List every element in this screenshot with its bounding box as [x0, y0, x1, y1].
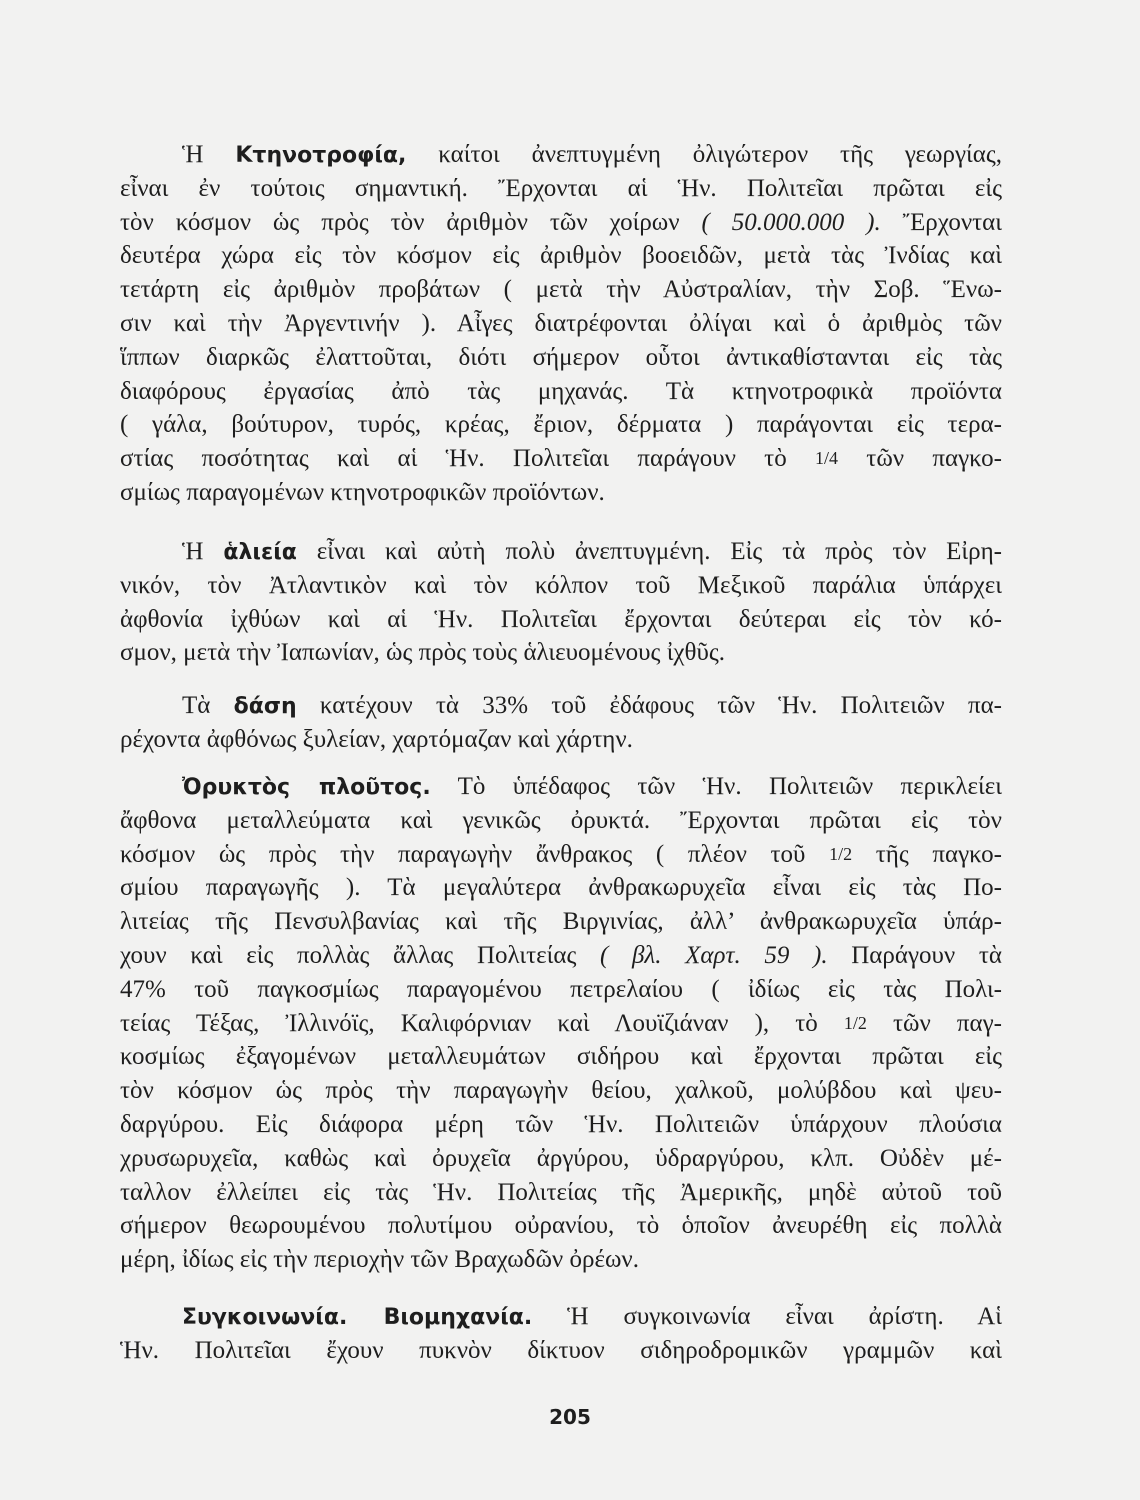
text-segment: κόσμον ὡς πρὸς τὴν παραγωγὴν ἄνθρακος ( πλέον τοῦ	[120, 840, 830, 868]
text-line	[120, 341, 1002, 375]
italic-text: ( βλ. Χαρτ. 59 ).	[600, 941, 828, 969]
text-segment: χουν καὶ εἰς πολλὰς ἄλλας Πολιτείας	[120, 941, 600, 969]
text-line	[120, 1300, 1002, 1334]
text-line	[120, 1176, 1002, 1210]
fraction: 1/2	[829, 843, 853, 864]
text-line	[120, 476, 1002, 510]
paragraph-livestock	[120, 138, 1002, 510]
paragraph-transport-industry	[120, 1300, 1002, 1368]
text-segment: τετάρτη εἰς ἀριθμὸν προβάτων ( μετὰ τὴν Αὐστραλίαν, τὴν Σοβ. Ἕνω-	[120, 276, 1002, 304]
text-segment: τῶν παγ-	[866, 1009, 1002, 1037]
bold-heading: δάση	[233, 694, 297, 719]
text-segment: Τὸ ὑπέδαφος τῶν Ἡν. Πολιτειῶν περικλείει	[430, 773, 1002, 800]
text-segment: λιτείας τῆς Πενσυλβανίας καὶ τῆς Βιργινίας, ἀλλ’ ἀνθρακωρυχεῖα ὑπάρ-	[120, 908, 1002, 936]
text-line	[120, 1074, 1002, 1108]
text-segment: νικόν, τὸν Ἀτλαντικὸν καὶ τὸν κόλπον τοῦ Μεξικοῦ παράλια ὑπάρχει	[120, 571, 1002, 599]
text-segment: ἵππων διαρκῶς ἐλαττοῦται, διότι σήμερον οὗτοι ἀντικαθίστανται εἰς τὰς	[120, 343, 1002, 371]
text-segment: καίτοι ἀνεπτυγμένη ὀλιγώτερον τῆς γεωργίας,	[406, 141, 1002, 168]
bold-heading: Κτηνοτροφία,	[235, 143, 407, 168]
text-segment: σμον, μετὰ τὴν Ἰαπωνίαν, ὡς πρὸς τοὺς ἁλιευομένους ἰχθῦς.	[120, 639, 726, 667]
fraction: 1/2	[843, 1012, 867, 1033]
text-line	[120, 1243, 1002, 1277]
text-segment: Ἔρχονται	[880, 208, 1002, 236]
paragraph-forests	[120, 689, 1002, 757]
text-line	[120, 569, 1002, 603]
italic-text: ( 50.000.000 ).	[701, 208, 881, 236]
text-segment: σιν καὶ τὴν Ἀργεντινήν ). Αἶγες διατρέφονται ὀλίγαι καὶ ὁ ἀριθμὸς τῶν	[120, 309, 1002, 337]
text-line	[120, 1142, 1002, 1176]
text-segment: Ἡ	[182, 141, 236, 168]
text-line	[120, 375, 1002, 409]
text-line	[120, 1334, 1002, 1368]
text-line	[120, 307, 1002, 341]
text-segment: τείας Τέξας, Ἰλλινόϊς, Καλιφόρνιαν καὶ Λουϊζιάναν ), τὸ	[120, 1009, 844, 1037]
text-segment: σήμερον θεωρουμένου πολυτίμου οὐρανίου, τὸ ὁποῖον ἀνευρέθη εἰς πολλὰ	[120, 1212, 1002, 1240]
text-line	[120, 973, 1002, 1007]
text-line	[120, 1209, 1002, 1243]
text-line	[120, 636, 1002, 670]
text-line	[120, 770, 1002, 804]
text-segment: τὸν κόσμον ὡς πρὸς τὴν παραγωγὴν θείου, χαλκοῦ, μολύβδου καὶ ψευ-	[120, 1077, 1002, 1105]
text-segment: κατέχουν τὰ 33% τοῦ ἐδάφους τῶν Ἡν. Πολιτειῶν πα-	[296, 692, 1002, 719]
text-line	[120, 804, 1002, 838]
bold-heading: ἁλιεία	[223, 540, 297, 565]
text-line	[120, 838, 1002, 872]
text-segment: εἶναι ἐν τούτοις σημαντική. Ἔρχονται αἱ Ἡν. Πολιτεῖαι πρῶται εἰς	[120, 174, 1002, 202]
text-segment: στίας ποσότητας καὶ αἱ Ἡν. Πολιτεῖαι παράγουν τὸ	[120, 445, 815, 473]
text-line	[120, 939, 1002, 973]
text-segment: κοσμίως ἐξαγομένων μεταλλευμάτων σιδήρου καὶ ἔρχονται πρῶται εἰς	[120, 1043, 1002, 1071]
text-line	[120, 603, 1002, 637]
text-line	[120, 1007, 1002, 1041]
text-segment: ταλλον ἐλλείπει εἰς τὰς Ἡν. Πολιτείας τῆς Ἀμερικῆς, μηδὲ αὐτοῦ τοῦ	[120, 1178, 1002, 1206]
text-segment: δευτέρα χώρα εἰς τὸν κόσμον εἰς ἀριθμὸν βοοειδῶν, μετὰ τὰς Ἰνδίας καὶ	[120, 242, 1002, 270]
paragraph-mineral-wealth	[120, 770, 1002, 1277]
bold-heading: Συγκοινωνία. Βιομηχανία.	[182, 1305, 533, 1330]
text-segment: μέρη, ἰδίως εἰς τὴν περιοχὴν τῶν Βραχωδῶν ὀρέων.	[120, 1246, 639, 1274]
text-segment: Ἡ	[182, 538, 224, 565]
text-line	[120, 905, 1002, 939]
text-line	[120, 273, 1002, 307]
text-segment: χρυσωρυχεῖα, καθὼς καὶ ὀρυχεῖα ἀργύρου, ὑδραργύρου, κλπ. Οὐδὲν μέ-	[120, 1144, 1002, 1172]
text-line	[120, 239, 1002, 273]
text-segment: Παράγουν τὰ	[827, 941, 1002, 969]
text-line	[120, 1108, 1002, 1142]
text-line	[120, 723, 1002, 757]
text-line	[120, 689, 1002, 723]
page-number: 205	[549, 1405, 591, 1429]
text-line	[120, 408, 1002, 442]
bold-heading: Ὀρυκτὸς πλοῦτος.	[182, 775, 431, 800]
text-segment: ρέχοντα ἀφθόνως ξυλείαν, χαρτόμαζαν καὶ χάρτην.	[120, 725, 633, 753]
text-segment: Ἡν. Πολιτεῖαι ἔχουν πυκνὸν δίκτυον σιδηροδρομικῶν γραμμῶν καὶ	[120, 1336, 1002, 1364]
text-segment: τὸν κόσμον ὡς πρὸς τὸν ἀριθμὸν τῶν χοίρων	[120, 208, 702, 236]
text-line	[120, 206, 1002, 240]
text-segment: τῆς παγκο-	[852, 840, 1002, 868]
text-segment: διαφόρους ἐργασίας ἀπὸ τὰς μηχανάς. Τὰ κτηνοτροφικὰ προϊόντα	[120, 377, 1002, 405]
text-line	[120, 535, 1002, 569]
text-segment: ἄφθονα μεταλλεύματα καὶ γενικῶς ὀρυκτά. Ἔρχονται πρῶται εἰς τὸν	[120, 806, 1002, 834]
fraction: 1/4	[815, 448, 839, 469]
text-segment: δαργύρου. Εἰς διάφορα μέρη τῶν Ἡν. Πολιτειῶν ὑπάρχουν πλούσια	[120, 1110, 1002, 1138]
text-line	[120, 1040, 1002, 1074]
text-segment: 47% τοῦ παγκοσμίως παραγομένου πετρελαίου ( ἰδίως εἰς τὰς Πολι-	[120, 975, 1002, 1003]
text-segment: σμίου παραγωγῆς ). Τὰ μεγαλύτερα ἀνθρακωρυχεῖα εἶναι εἰς τὰς Πο-	[120, 874, 1002, 902]
text-segment: σμίως παραγομένων κτηνοτροφικῶν προϊόντων.	[120, 478, 605, 506]
text-line	[120, 442, 1002, 476]
text-segment: ( γάλα, βούτυρον, τυρός, κρέας, ἔριον, δέρματα ) παράγονται εἰς τερα-	[120, 411, 1002, 439]
paragraph-fishing	[120, 535, 1002, 670]
text-segment: εἶναι καὶ αὐτὴ πολὺ ἀνεπτυγμένη. Εἰς τὰ πρὸς τὸν Εἰρη-	[296, 538, 1002, 565]
text-line	[120, 138, 1002, 172]
text-segment: τῶν παγκο-	[838, 445, 1002, 473]
text-line	[120, 871, 1002, 905]
text-line	[120, 172, 1002, 206]
text-segment: ἀφθονία ἰχθύων καὶ αἱ Ἡν. Πολιτεῖαι ἔρχονται δεύτεραι εἰς τὸν κό-	[120, 605, 1002, 633]
text-segment: Τὰ	[182, 692, 234, 719]
text-segment: Ἡ συγκοινωνία εἶναι ἀρίστη. Αἱ	[532, 1303, 1002, 1330]
